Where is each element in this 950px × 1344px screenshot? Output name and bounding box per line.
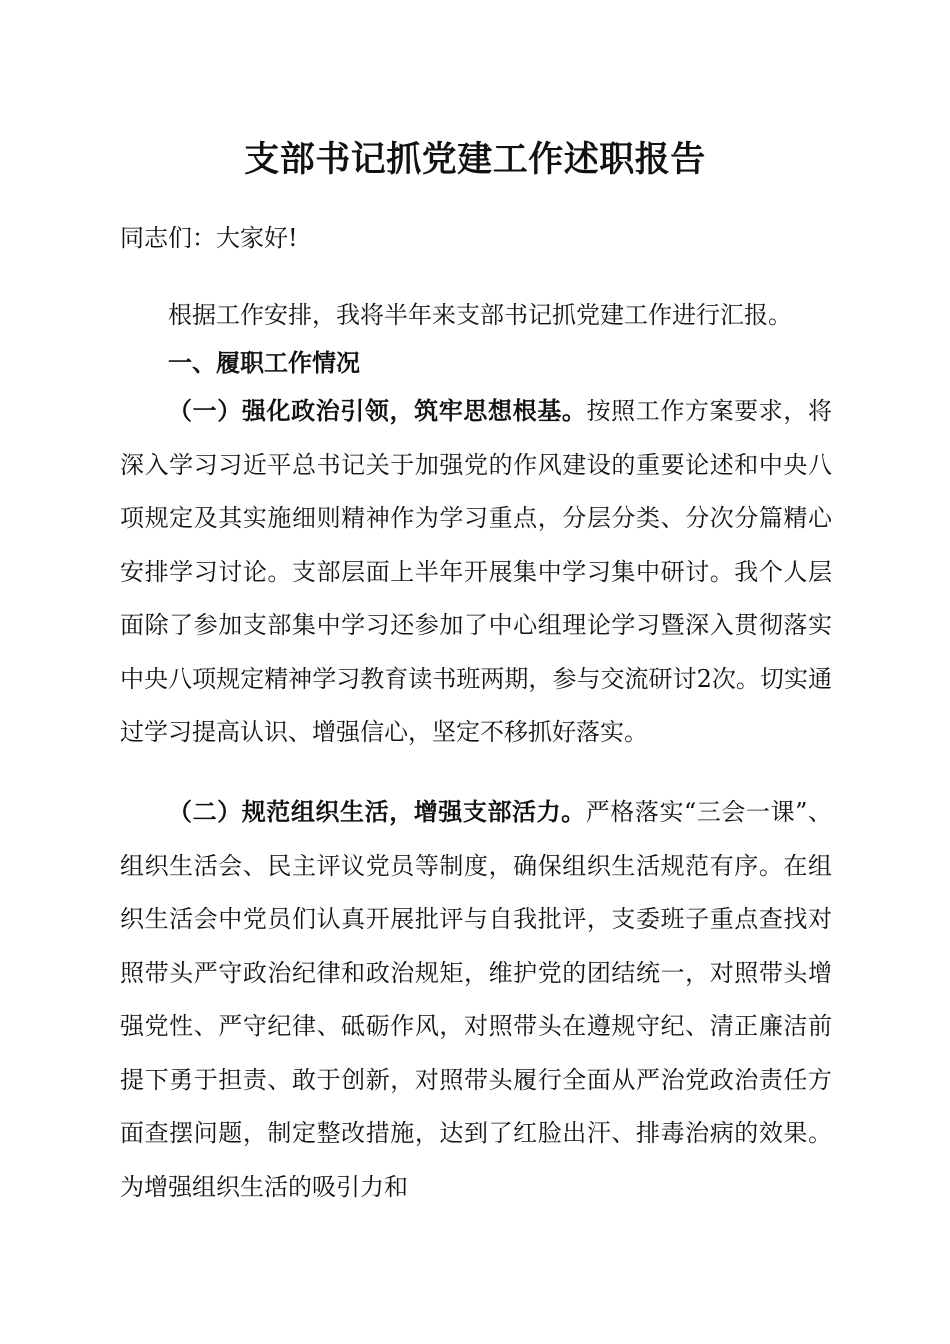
paragraph-subtitle: （一）强化政治引领，筑牢思想根基。 [168, 396, 587, 425]
paragraph-organization-life [120, 785, 832, 1214]
paragraph-political-guidance [120, 384, 832, 760]
section-heading: 一、履职工作情况 [168, 349, 360, 377]
paragraph-body: 按照工作方案要求，将深入学习习近平总书记关于加强党的作风建设的重要论述和中央八项规定及其实施细则精神作为学习重点，分层分类、分次分篇精心安排学习讨论。支部层面上半年开展集中学习集中研讨。我个人层面除了参加支部集中学习还参加了中心组理论学习暨深入贯彻落实中央八项规定精神学习教育读书班两期，参与交流研讨2次。切实通过学习提高认识、增强信心，坚定不移抓好落实。 [120, 397, 833, 746]
document-title: 支部书记抓党建工作述职报告 [244, 139, 706, 180]
intro-paragraph: 根据工作安排，我将半年来支部书记抓党建工作进行汇报。 [168, 301, 792, 329]
greeting: 同志们：大家好! [120, 224, 298, 252]
paragraph-subtitle: （二）规范组织生活，增强支部活力。 [168, 797, 586, 826]
paragraph-body: 严格落实“三会一课”、组织生活会、民主评议党员等制度，确保组织生活规范有序。在组织生活会中党员们认真开展批评与自我批评，支委班子重点查找对照带头严守政治纪律和政治规矩，维护党的团结统一，对照带头增强党性、严守纪律、砥砺作风，对照带头在遵规守纪、清正廉洁前提下勇于担责、敢于创新，对照带头履行全面从严治党政治责任方面查摆问题，制定整改措施，达到了红脸出汗、排毒治病的效果。为增强组织生活的吸引力和 [120, 798, 832, 1201]
